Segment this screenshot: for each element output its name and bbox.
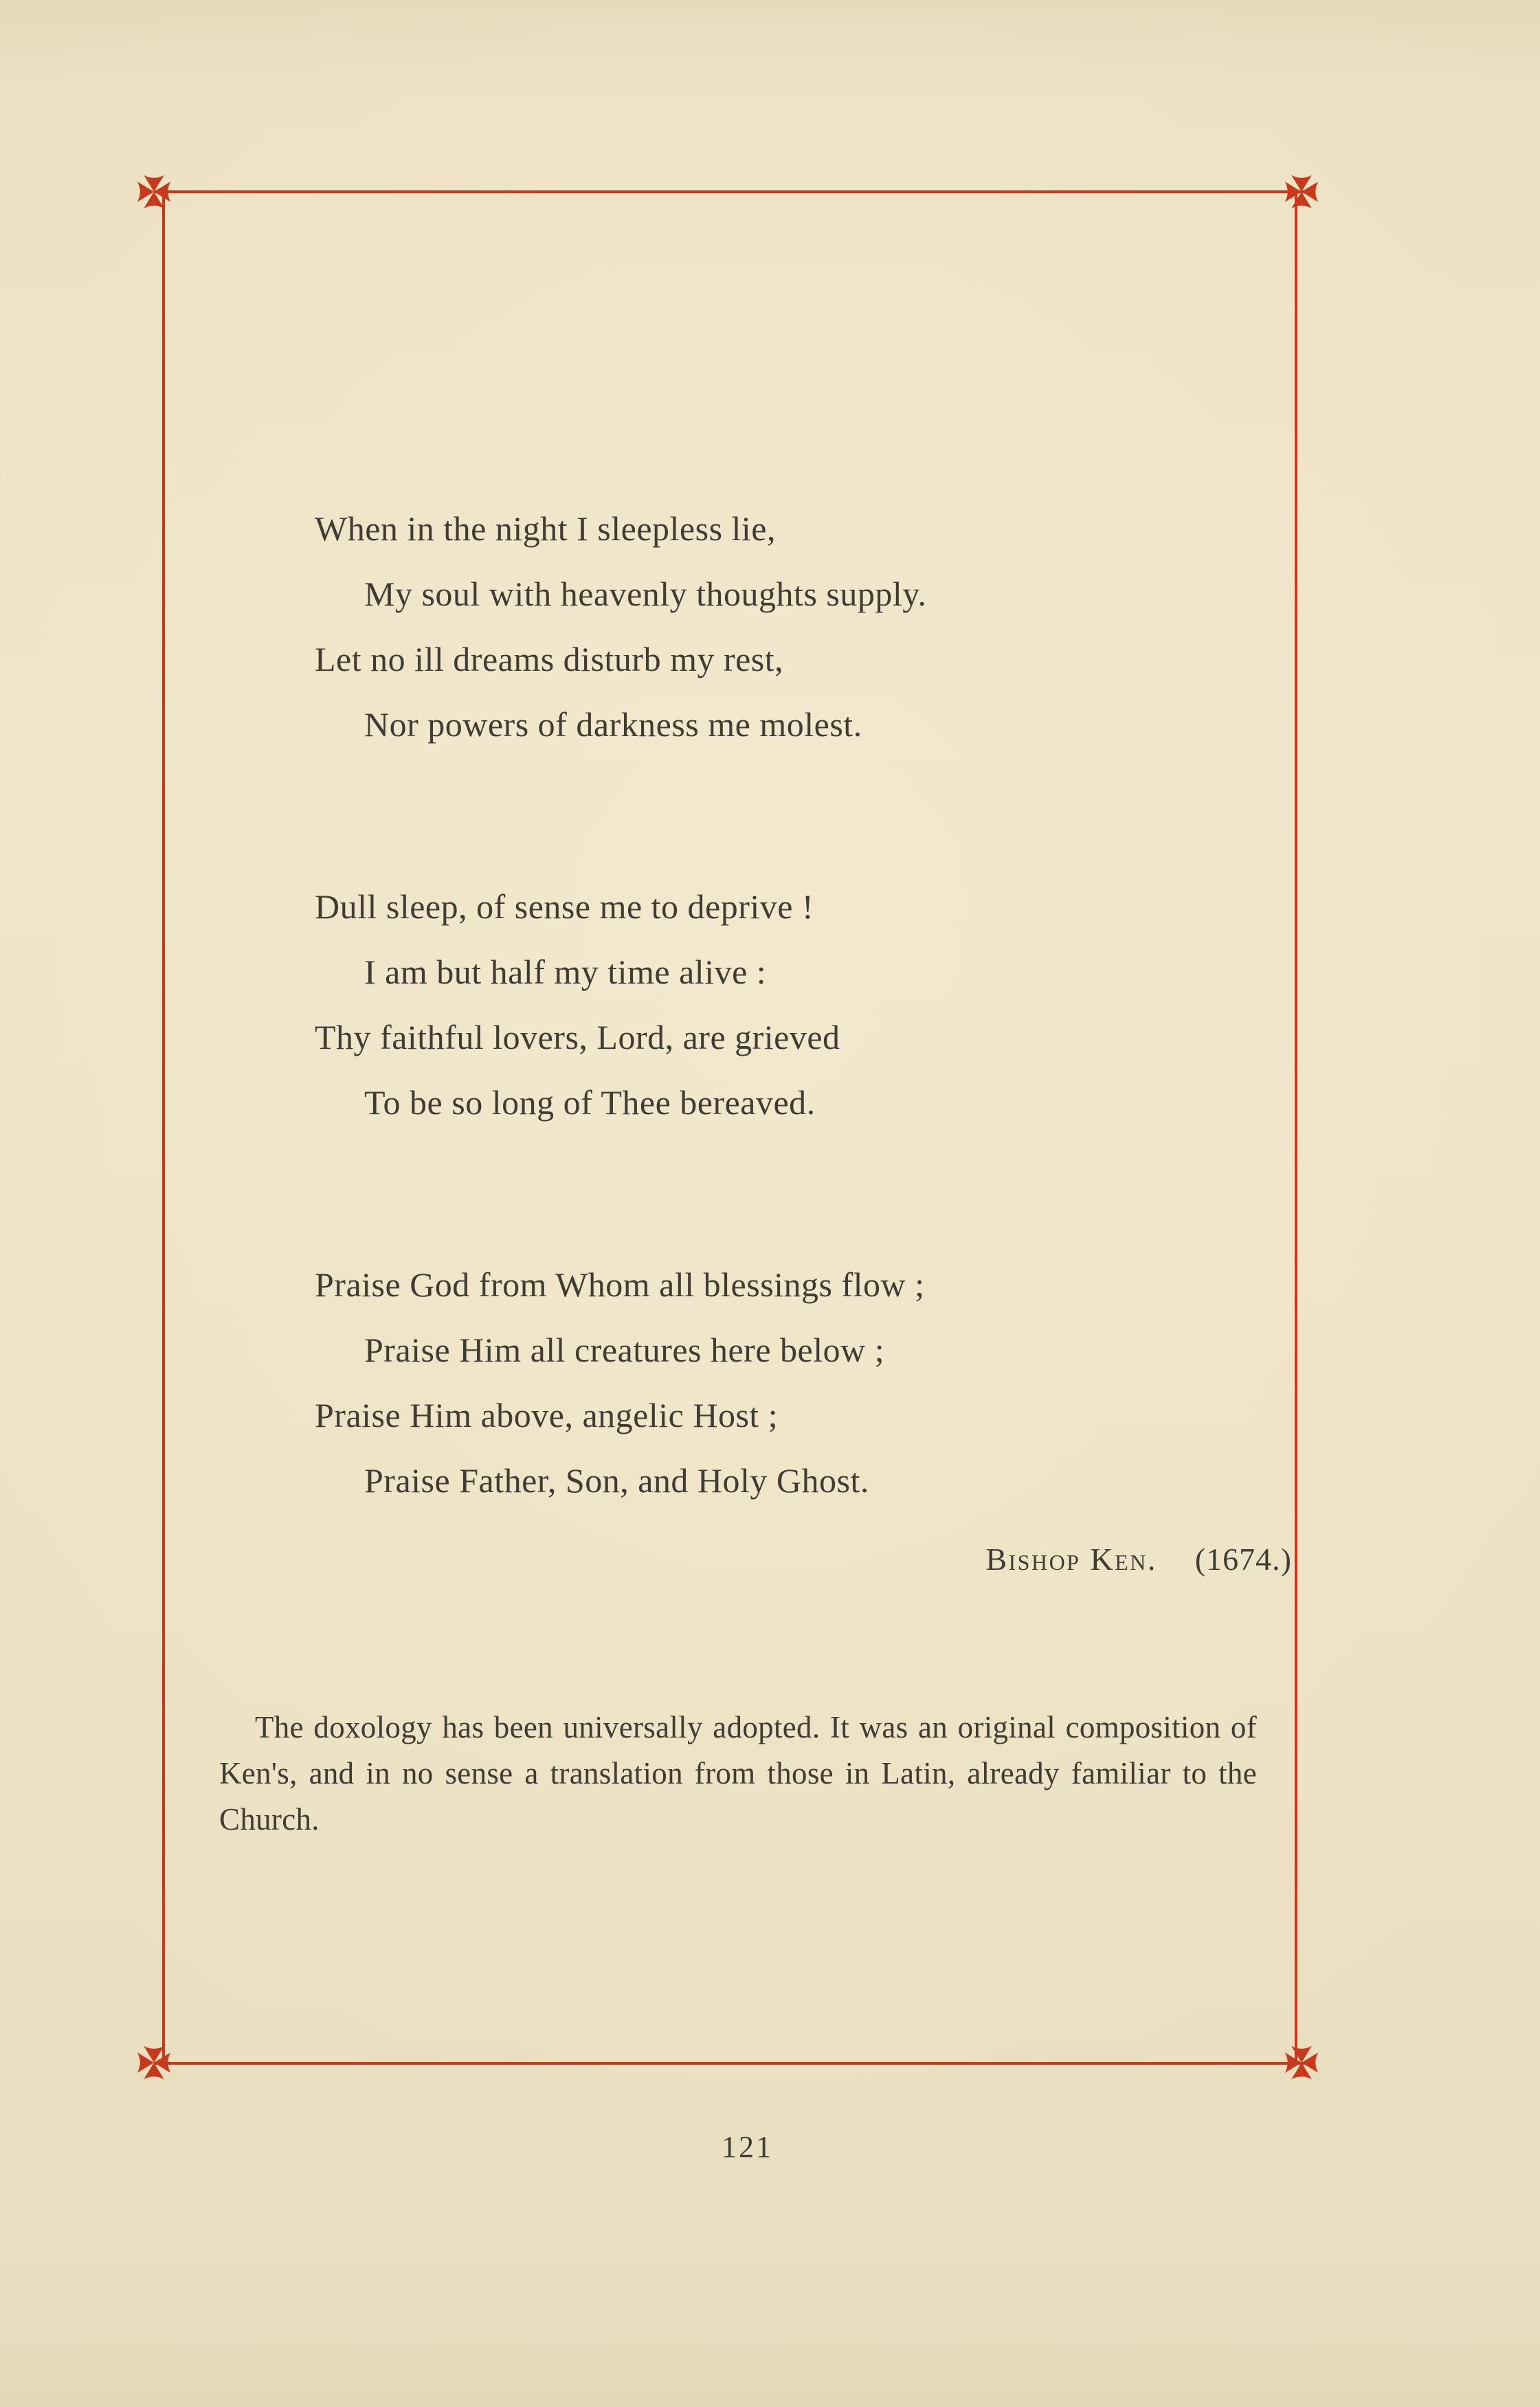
editorial-note: The doxology has been universally adopted. It was an original composition of Ken's, and in no sense a translation from those in Latin, already familiar to the Church. xyxy=(219,1710,1257,1837)
poem-line: My soul with heavenly thoughts supply. xyxy=(364,575,927,613)
frame-rule-top xyxy=(154,190,1304,193)
poem-line: Praise God from Whom all blessings flow ; xyxy=(315,1265,925,1304)
poem-line: Praise Him all creatures here below ; xyxy=(364,1331,885,1369)
stanza-3 xyxy=(315,1252,1296,1513)
page-content xyxy=(219,496,1296,1843)
stanza-2 xyxy=(315,874,1296,1135)
poem-line: Praise Father, Son, and Holy Ghost. xyxy=(364,1461,869,1500)
poem-line: Let no ill dreams disturb my rest, xyxy=(315,640,784,678)
attribution xyxy=(219,1535,1296,1584)
stanza-1 xyxy=(315,496,1296,757)
maltese-cross-icon xyxy=(135,2044,172,2081)
frame-rule-bottom xyxy=(154,2062,1304,2065)
attribution-year: (1674.) xyxy=(1194,1542,1292,1577)
maltese-cross-icon xyxy=(135,173,172,210)
frame-rule-left xyxy=(162,190,165,2065)
page-number: 121 xyxy=(722,2130,773,2164)
poem-line: Nor powers of darkness me molest. xyxy=(364,705,862,744)
poem-line: I am but half my time alive : xyxy=(364,953,767,991)
poem-line: Praise Him above, angelic Host ; xyxy=(315,1396,779,1434)
attribution-author: Bishop Ken. xyxy=(985,1542,1157,1577)
maltese-cross-icon xyxy=(1283,173,1320,210)
poem-line: When in the night I sleepless lie, xyxy=(315,509,777,548)
poem-line: To be so long of Thee bereaved. xyxy=(364,1083,816,1122)
maltese-cross-icon xyxy=(1283,2044,1320,2081)
poem-line: Thy faithful lovers, Lord, are grieved xyxy=(315,1018,840,1056)
poem-line: Dull sleep, of sense me to deprive ! xyxy=(315,887,814,926)
